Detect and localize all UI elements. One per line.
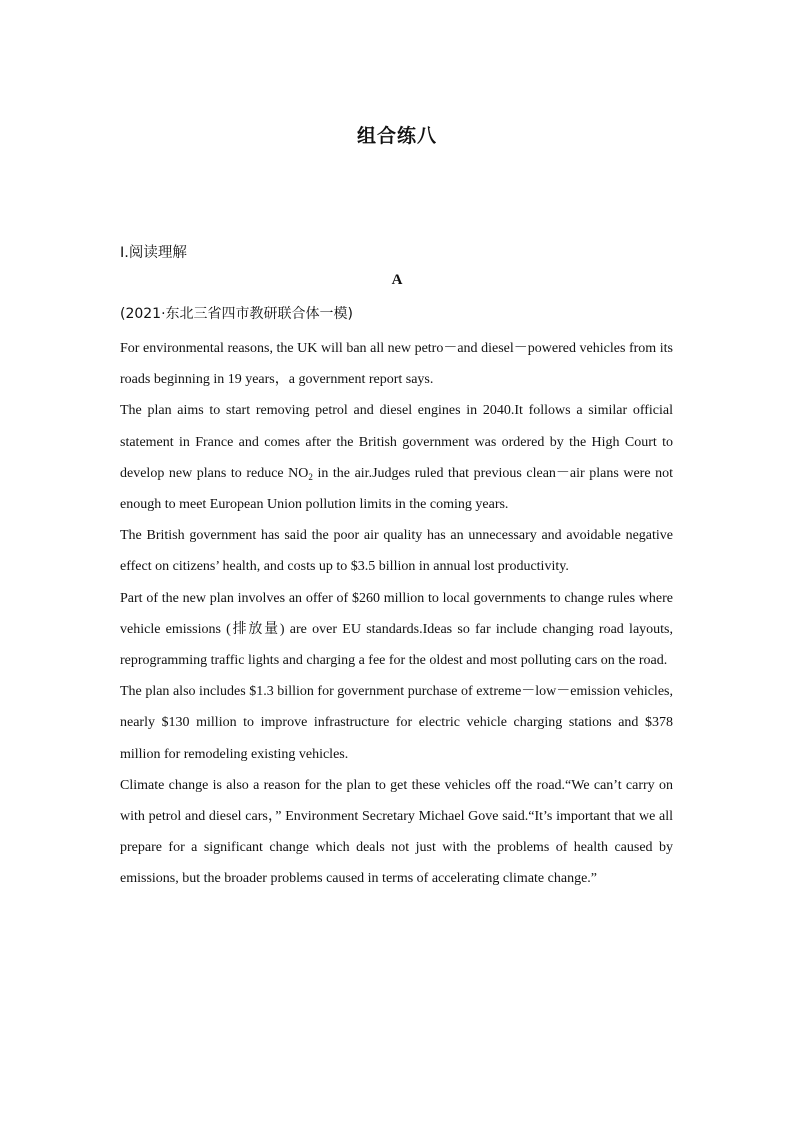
paragraph-2 — [120, 395, 673, 520]
page-title: 组合练八 — [356, 125, 437, 147]
paragraph-1: For environmental reasons, the UK will ban all new petro－and diesel－powered vehicles from its roads beginning in 19 years，a government report says. — [120, 341, 673, 388]
paragraph-2-text-a: The plan aims to start removing petrol and diesel engines in 2040.It follows a similar official statement in France and comes after the British government was ordered by the High Court to develop new plans to reduce NO — [120, 403, 673, 481]
subscript-2: 2 — [308, 471, 313, 482]
paragraph-3: The British government has said the poor air quality has an unnecessary and avoidable negative effect on citizens’ health, and costs up to $3.5 billion in annual lost productivity. — [120, 528, 673, 575]
passage-source: (2021·东北三省四市教研联合体一模) — [120, 306, 354, 322]
passage-body — [120, 333, 673, 895]
passage-label: A — [391, 272, 403, 288]
paragraph-6: Climate change is also a reason for the plan to get these vehicles off the road.“We can’t carry on with petrol and diesel cars，” Environment Secretary Michael Gove said.“It’s important that we all prepare for a significant change which deals not just with the problems of health caused by emissions, but the broader problems caused in terms of accelerating climate change.” — [120, 777, 673, 887]
paragraph-2-text-b: in the air.Judges ruled that previous clean－air plans were not enough to meet European Union pollution limits in the coming years. — [120, 465, 673, 513]
paragraph-5: The plan also includes $1.3 billion for government purchase of extreme－low－emission vehicles, nearly $130 million to improve infrastructure for electric vehicle charging stations and $378 million for remodeling existing vehicles. — [120, 684, 673, 762]
paragraph-4: Part of the new plan involves an offer of $260 million to local governments to change rules where vehicle emissions (排放量) are over EU standards.Ideas so far include changing road layouts, reprogramming traffic lights and charging a fee for the oldest and most polluting cars on the road. — [120, 590, 673, 669]
section-heading: Ⅰ.阅读理解 — [120, 245, 187, 261]
